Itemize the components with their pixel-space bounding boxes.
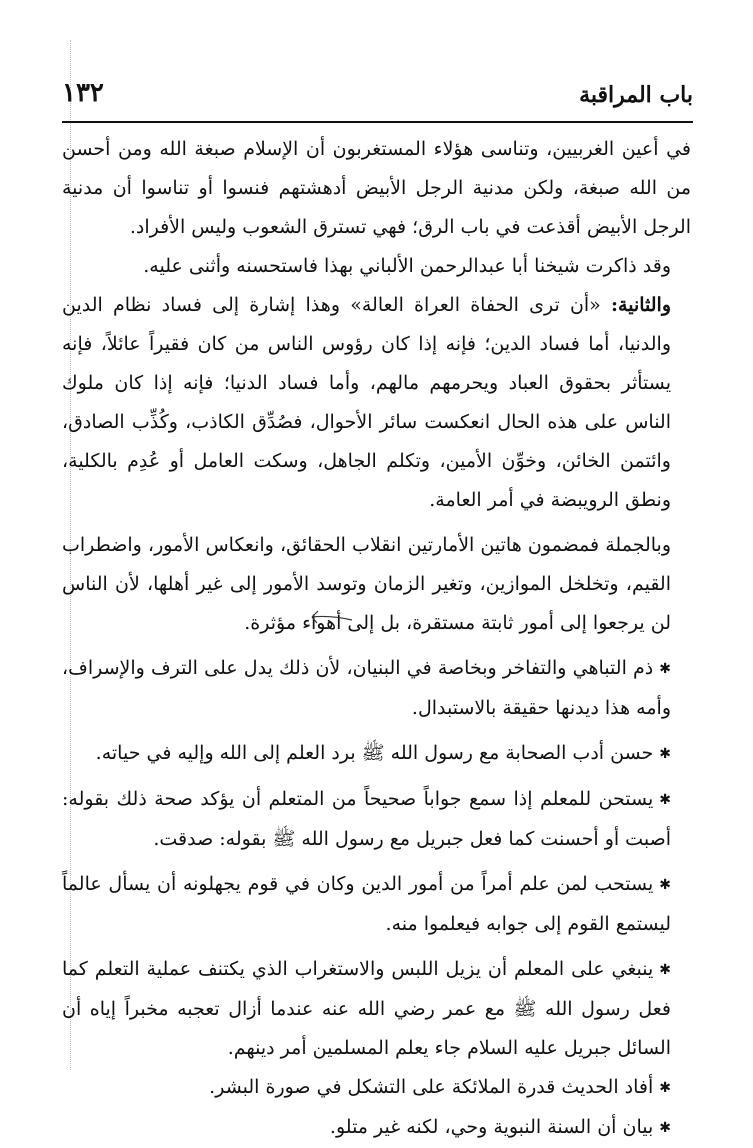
bullet-text: حسن أدب الصحابة مع رسول الله ﷺ برد العلم إلى الله وإليه في حياته. bbox=[95, 742, 654, 764]
bullet-star-icon: ✱ bbox=[659, 877, 671, 893]
bullet-text: ذم التباهي والتفاخر وبخاصة في البنيان، لأن ذلك يدل على الترف والإسراف، وأمه هذا ديدنها حقيقة بالاستبدال. bbox=[62, 657, 671, 719]
bullet-item-6 bbox=[62, 1068, 691, 1108]
paragraph-3-lead: والثانية: bbox=[611, 294, 672, 316]
bullet-star-icon: ✱ bbox=[659, 962, 671, 978]
bullet-item-3 bbox=[62, 780, 691, 859]
header-rule bbox=[62, 121, 693, 123]
bullet-item-2 bbox=[62, 734, 691, 774]
handwritten-arrow-icon bbox=[310, 608, 354, 626]
bullet-text: يستحن للمعلم إذا سمع جواباً صحيحاً من المتعلم أن يؤكد صحة ذلك بقوله: أصبت أو أحسنت كما فعل جبريل مع رسول الله ﷺ بقوله: صدقت. bbox=[62, 788, 671, 850]
bullet-item-4 bbox=[62, 865, 691, 944]
bullet-item-5 bbox=[62, 950, 691, 1068]
bullet-text: يستحب لمن علم أمراً من أمور الدين وكان في قوم يجهلونه أن يسأل عالماً ليستمع القوم إلى جوابه فيعلموا منه. bbox=[62, 873, 671, 935]
paragraph-3-quote: «أن ترى الحفاة العراة العالة» bbox=[350, 294, 601, 316]
bullet-item-1 bbox=[62, 649, 691, 728]
bullet-item-7 bbox=[62, 1108, 691, 1148]
paragraph-4: وبالجملة فمضمون هاتين الأمارتين انقلاب الحقائق، وانعكاس الأمور، واضطراب القيم، وتخلخل الموازين، وتغير الزمان وتوسد الأمور إلى غير أهلها، لأن الناس لن يرجعوا إلى أمور ثابتة مستقرة، بل إلى أهواء مؤثرة. bbox=[62, 534, 671, 634]
bullet-star-icon: ✱ bbox=[659, 792, 671, 808]
paragraph-3 bbox=[62, 286, 691, 520]
paragraph-3-rest: وهذا إشارة إلى فساد نظام الدين والدنيا، أما فساد الدين؛ فإنه إذا كان رؤوس الناس من كان فقيراً عائلاً، فإنه يستأثر بحقوق العباد ويحرمهم مالهم، وأما فساد الدنيا؛ فإنه إذا كان ملوك الناس على هذه الحال انعكست سائر الأحوال، فصُدِّق الكاذب، وكُذِّب الصادق، وائتمن الخائن، وخوِّن الأمين، وتكلم الجاهل، وسكت العامل أو عُدِم بالكلية، ونطق الرويبضة في أمر العامة. bbox=[62, 294, 671, 511]
chapter-title: باب المراقبة bbox=[579, 82, 693, 108]
page-header bbox=[62, 78, 693, 118]
bullet-star-icon: ✱ bbox=[659, 661, 671, 677]
bullet-text: بيان أن السنة النبوية وحي، لكنه غير متلو. bbox=[329, 1116, 654, 1138]
bullet-star-icon: ✱ bbox=[659, 1080, 671, 1096]
bullet-text: ينبغي على المعلم أن يزيل اللبس والاستغراب الذي يكتنف عملية التعلم كما فعل رسول الله ﷺ مع عمر رضي الله عنه عندما أزال تعجبه مخبراً إياه أن السائل جبريل عليه السلام جاء يعلم المسلمين أمر دينهم. bbox=[62, 958, 671, 1059]
paragraph-2: وقد ذاكرت شيخنا أبا عبدالرحمن الألباني بهذا فاستحسنه وأثنى عليه. bbox=[143, 255, 671, 277]
page-number: ١٣٢ bbox=[62, 78, 104, 108]
bullet-star-icon: ✱ bbox=[659, 746, 671, 762]
body-text bbox=[62, 130, 691, 1148]
paragraph-1: في أعين الغربيين، وتناسى هؤلاء المستغربون أن الإسلام صبغة الله ومن أحسن من الله صبغة، ولكن مدنية الرجل الأبيض أدهشتهم فنسوا أو تناسوا أن مدنية الرجل الأبيض أقذعت في باب الرق؛ فهي تسترق الشعوب وليس الأفراد. bbox=[62, 138, 691, 238]
bullet-text: أفاد الحديث قدرة الملائكة على التشكل في صورة البشر. bbox=[209, 1076, 654, 1098]
bullet-star-icon: ✱ bbox=[659, 1120, 671, 1136]
